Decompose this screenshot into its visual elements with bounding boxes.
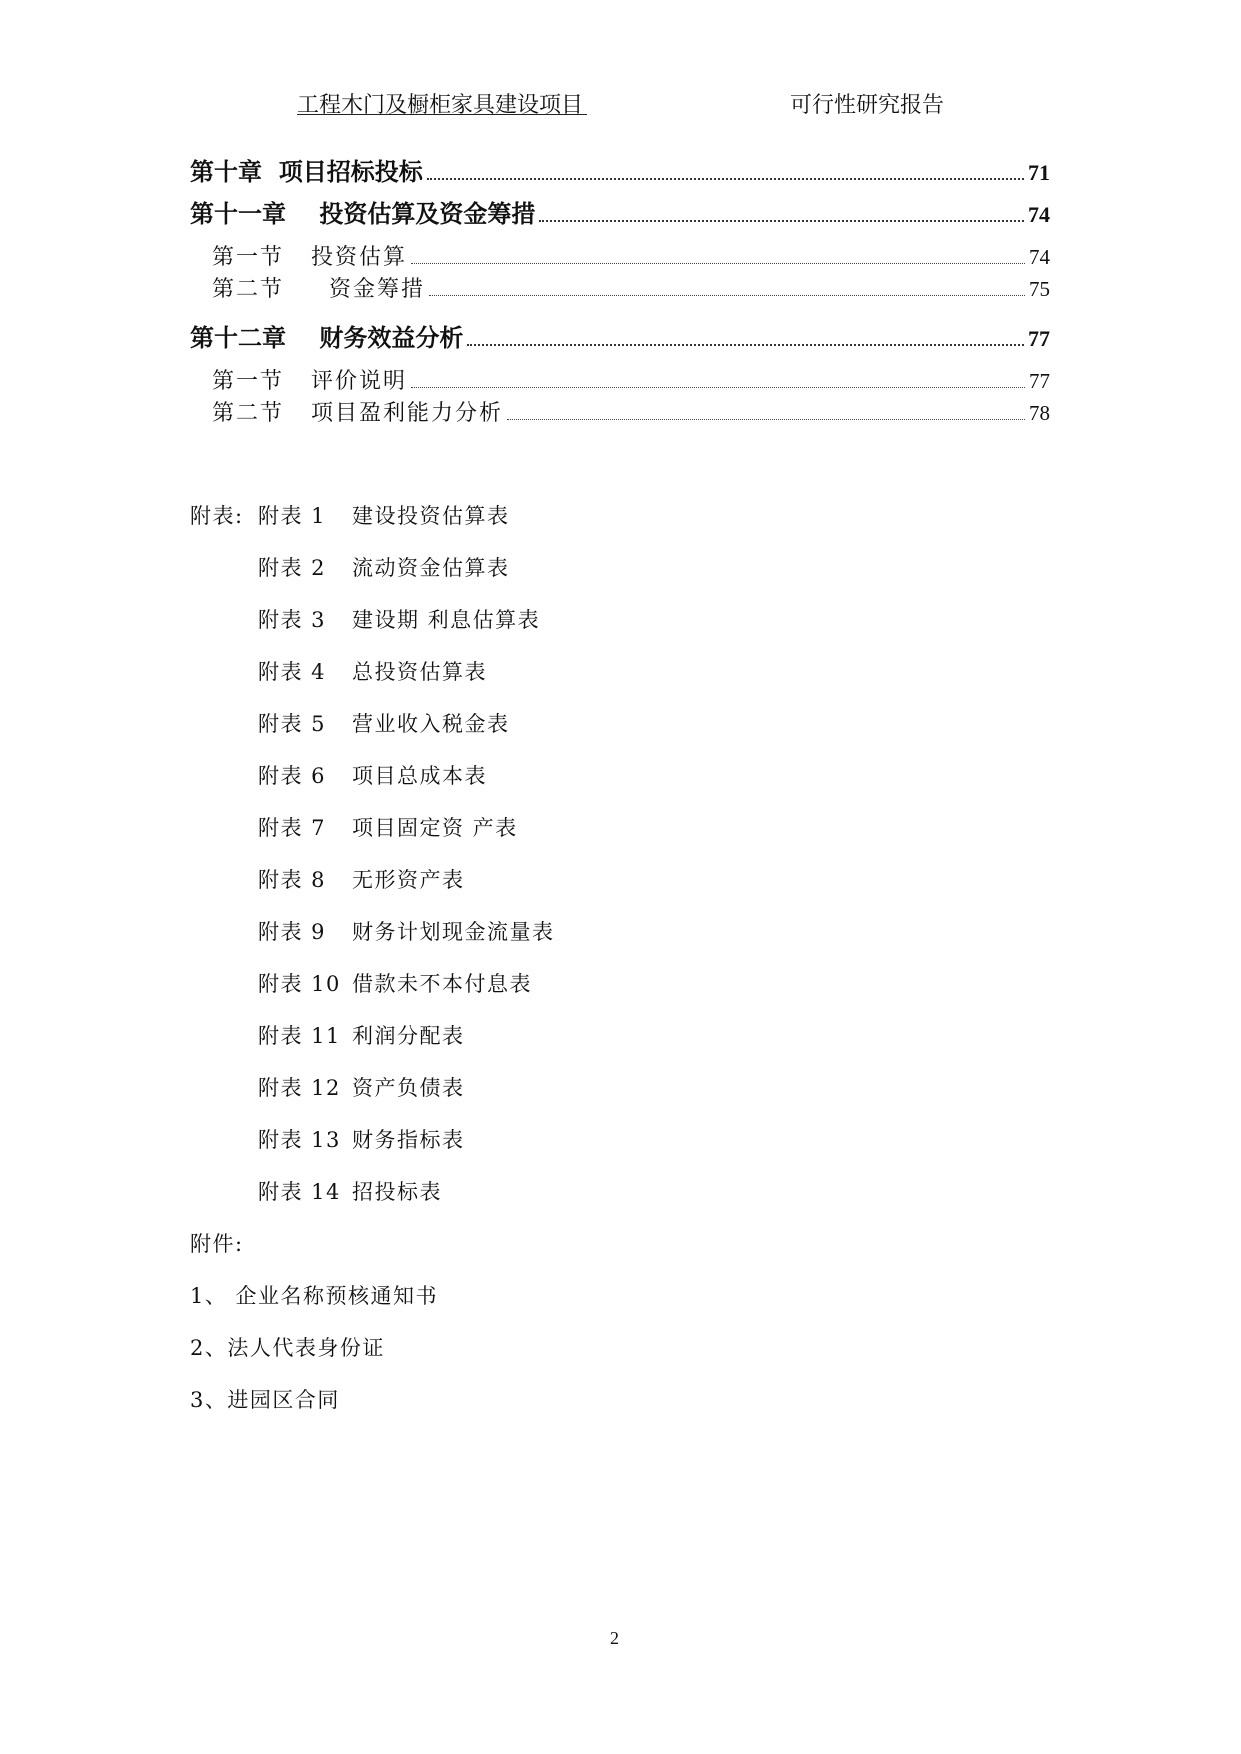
appendix-title: 招投标表	[352, 1180, 442, 1204]
page-number: 2	[610, 1628, 619, 1648]
appendix-label: 附表 8	[258, 868, 327, 892]
header-underline	[297, 114, 587, 115]
toc-entry-section-12-2[interactable]	[212, 396, 1050, 427]
attachments-heading: 附件:	[190, 1232, 244, 1256]
toc-entry-title: 第二节 项目盈利能力分析	[212, 401, 503, 426]
appendix-label: 附表 13	[258, 1128, 341, 1152]
toc-dot-leader	[427, 177, 1024, 180]
toc-dot-leader	[429, 294, 1025, 296]
appendix-label: 附表 9	[258, 920, 327, 944]
toc-entry-title: 第十一章 投资估算及资金筹措	[190, 199, 536, 228]
appendix-label: 附表 12	[258, 1076, 341, 1100]
toc-entry-page: 71	[1028, 160, 1050, 185]
attachment-item: 3、进园区合同	[190, 1388, 340, 1412]
appendix-title: 借款未不本付息表	[352, 972, 532, 996]
appendix-label: 附表 4	[258, 660, 327, 684]
appendix-title: 资产负债表	[352, 1076, 465, 1100]
toc-dot-leader	[467, 343, 1024, 346]
appendix-label: 附表 6	[258, 764, 327, 788]
toc-entry-title: 第十二章 财务效益分析	[190, 323, 464, 352]
appendix-title: 项目总成本表	[352, 764, 487, 788]
appendix-prefix: 附表:	[190, 504, 244, 528]
appendix-label: 附表 14	[258, 1180, 341, 1204]
toc-entry-section-11-1[interactable]	[212, 240, 1050, 271]
appendix-label: 附表 1	[258, 504, 327, 528]
toc-entry-page: 75	[1029, 277, 1050, 301]
toc-entry-chapter-10[interactable]	[190, 152, 1050, 187]
toc-entry-page: 78	[1029, 401, 1050, 425]
appendix-label: 附表 11	[258, 1024, 341, 1048]
attachment-item: 1、 企业名称预核通知书	[190, 1284, 439, 1308]
toc-entry-page: 77	[1028, 326, 1050, 351]
appendix-label: 附表 3	[258, 608, 327, 632]
toc-entry-chapter-12[interactable]	[190, 318, 1050, 353]
appendix-label: 附表 7	[258, 816, 327, 840]
toc-entry-page: 77	[1029, 369, 1050, 393]
toc-dot-leader	[411, 262, 1025, 264]
header-report-type: 可行性研究报告	[790, 93, 945, 118]
toc-entry-chapter-11[interactable]	[190, 194, 1050, 229]
toc-entry-section-11-2[interactable]	[212, 272, 1050, 303]
toc-entry-title: 第二节 资金筹措	[212, 277, 425, 302]
appendix-title: 流动资金估算表	[352, 556, 510, 580]
toc-dot-leader	[411, 386, 1025, 388]
appendix-title: 财务计划现金流量表	[352, 920, 555, 944]
appendix-title: 营业收入税金表	[352, 712, 510, 736]
appendix-title: 财务指标表	[352, 1128, 465, 1152]
appendix-title: 总投资估算表	[352, 660, 487, 684]
toc-dot-leader	[539, 219, 1024, 222]
appendix-label: 附表 10	[258, 972, 341, 996]
toc-entry-page: 74	[1028, 202, 1050, 227]
appendix-label: 附表 5	[258, 712, 327, 736]
header-project-title: 工程木门及橱柜家具建设项目	[297, 93, 584, 118]
appendix-label: 附表 2	[258, 556, 327, 580]
appendix-title: 项目固定资 产表	[352, 816, 518, 840]
toc-entry-title: 第一节 评价说明	[212, 369, 407, 394]
appendix-title: 建设投资估算表	[352, 504, 510, 528]
attachment-item: 2、法人代表身份证	[190, 1336, 385, 1360]
toc-entry-title: 第一节 投资估算	[212, 245, 407, 270]
appendix-title: 无形资产表	[352, 868, 465, 892]
toc-entry-title: 第十章 项目招标投标	[190, 157, 423, 186]
toc-entry-page: 74	[1029, 245, 1050, 269]
toc-dot-leader	[507, 418, 1025, 420]
appendix-title: 利润分配表	[352, 1024, 465, 1048]
toc-entry-section-12-1[interactable]	[212, 364, 1050, 395]
appendix-title: 建设期 利息估算表	[352, 608, 541, 632]
